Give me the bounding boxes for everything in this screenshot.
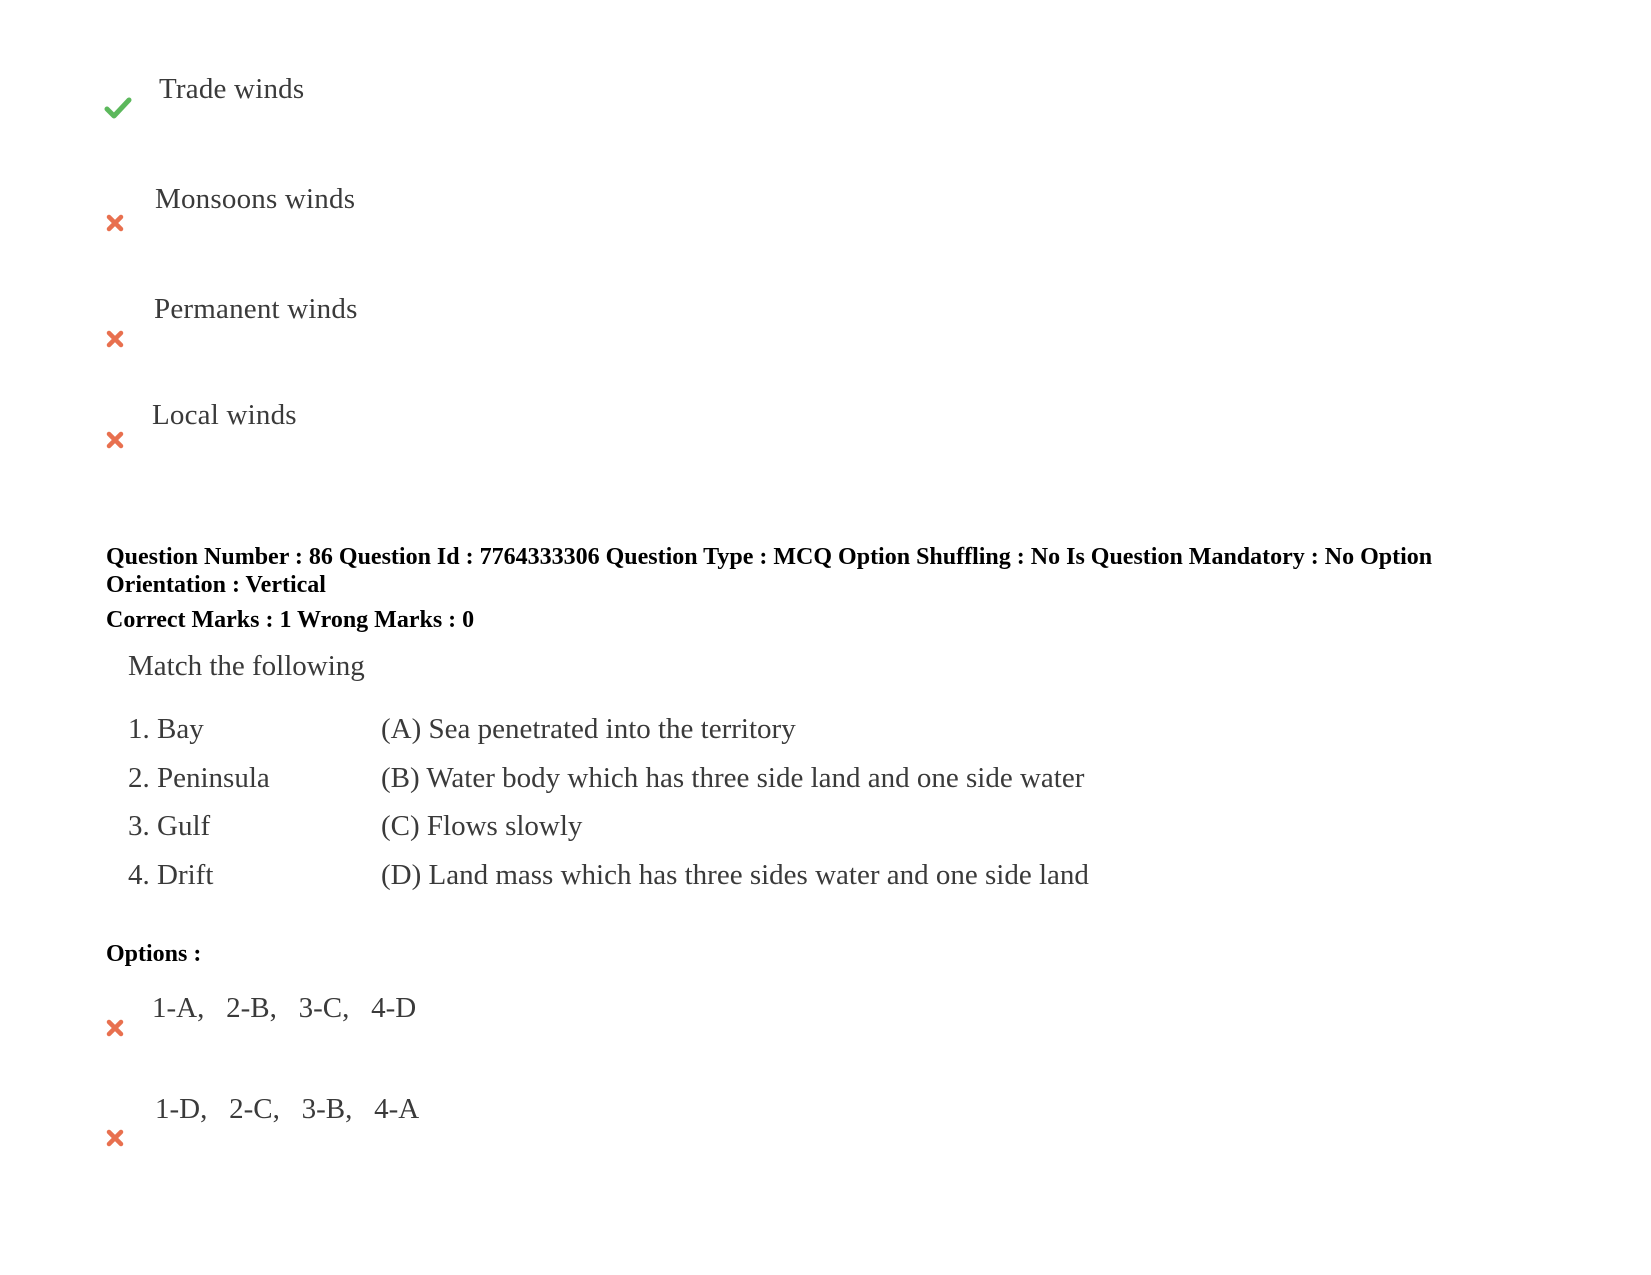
match-item-left: 2. Peninsula [128,762,270,794]
cross-icon [106,330,136,360]
question-stem: Match the following [128,650,365,682]
cross-icon [106,431,136,461]
question-meta-line1: Question Number : 86 Question Id : 7764333306 Question Type : MCQ Option Shuffling : No Is Question Mandatory : No Option [106,544,1433,570]
option-text: Local winds [152,399,297,431]
match-item-left: 3. Gulf [128,810,211,842]
option-text: Trade winds [159,73,305,105]
question-meta-line2: Orientation : Vertical [106,572,326,598]
match-item-left: 4. Drift [128,859,214,891]
option-text: 1-A, 2-B, 3-C, 4-D [152,992,417,1024]
cross-icon [106,1019,136,1049]
option-text: Monsoons winds [155,183,356,215]
option-text: Permanent winds [154,293,358,325]
match-item-right: (B) Water body which has three side land and one side water [381,762,1085,794]
options-label: Options : [106,941,202,967]
cross-icon [106,214,136,244]
match-item-right: (C) Flows slowly [381,810,583,842]
match-item-right: (D) Land mass which has three sides water and one side land [381,859,1089,891]
match-item-left: 1. Bay [128,713,204,745]
match-item-right: (A) Sea penetrated into the territory [381,713,796,745]
check-icon [104,95,134,125]
option-text: 1-D, 2-C, 3-B, 4-A [155,1093,420,1125]
question-marks: Correct Marks : 1 Wrong Marks : 0 [106,607,475,633]
cross-icon [106,1129,136,1159]
